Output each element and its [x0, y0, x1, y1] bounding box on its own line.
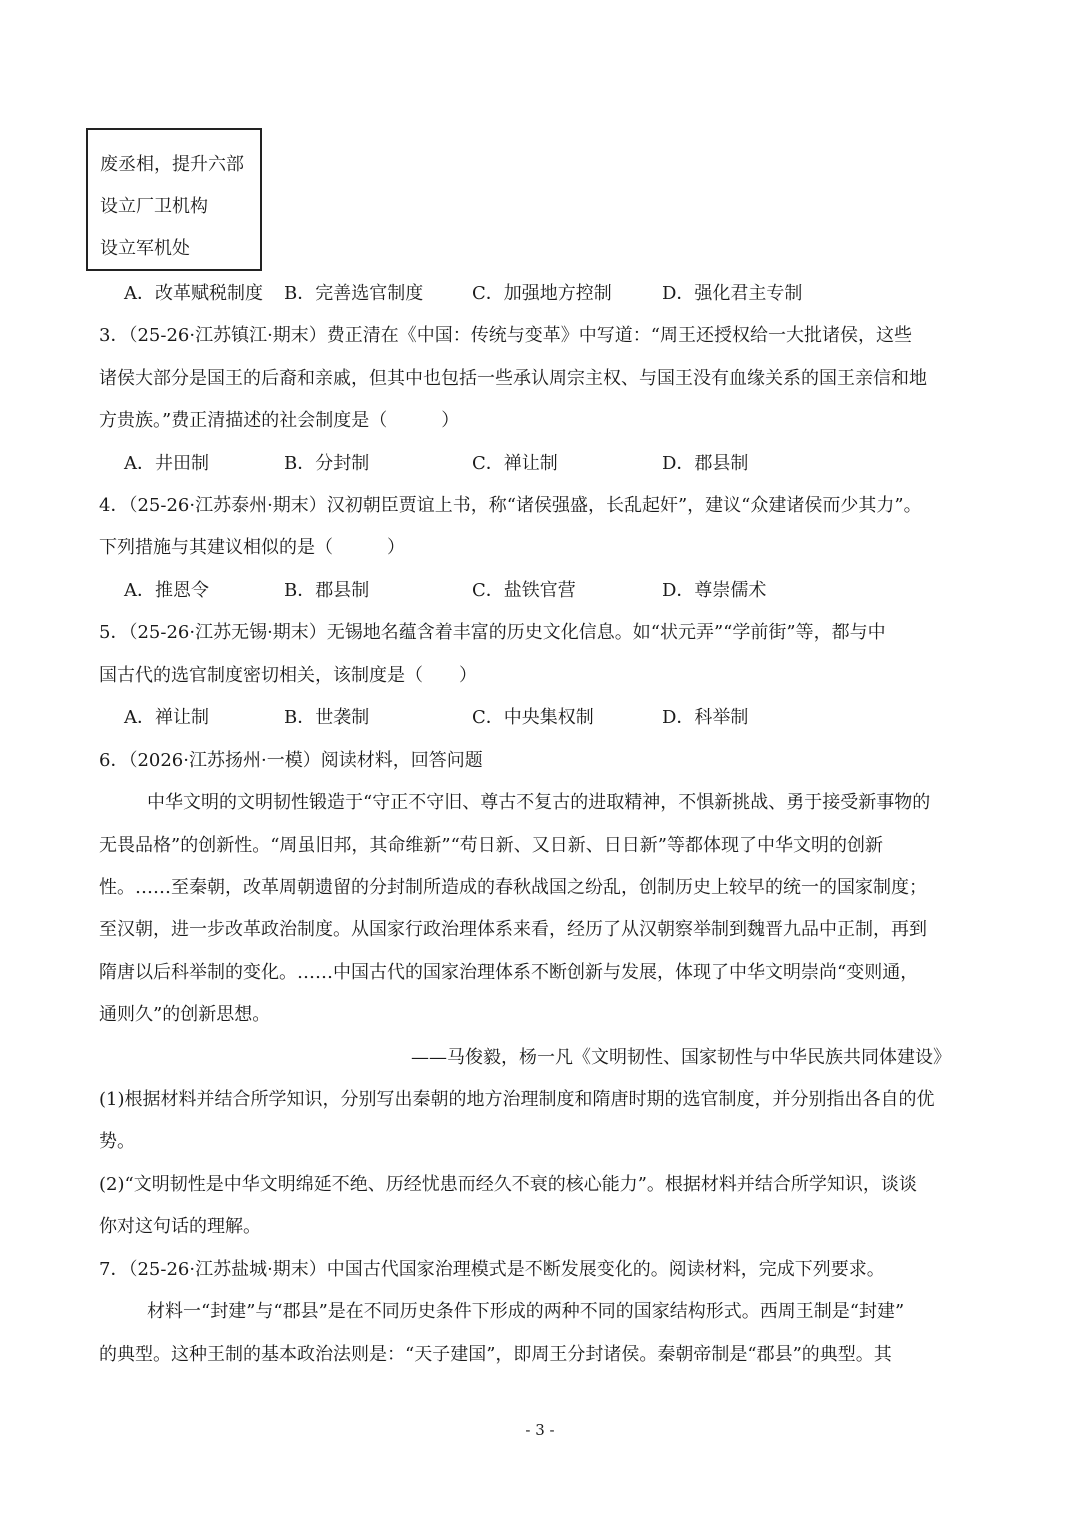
box-line: 设立厂卫机构: [100, 196, 208, 217]
box-line: 废丞相，提升六部: [100, 154, 244, 175]
q4-option-b: B．郡县制: [284, 580, 370, 601]
q4-stem-line: 下列措施与其建议相似的是（ ）: [99, 537, 405, 558]
q6-sub1-line: 势。: [99, 1131, 135, 1152]
q3-option-d: D．郡县制: [662, 453, 749, 474]
q6-sub1-line: (1)根据材料并结合所学知识，分别写出秦朝的地方治理制度和隋唐时期的选官制度，并分别指出各自的优: [99, 1089, 935, 1110]
q6-material-line: 中华文明的文明韧性锻造于“守正不守旧、尊古不复古的进取精神，不惧新挑战、勇于接受新事物的: [147, 792, 931, 813]
q7-material-line: 材料一“封建”与“郡县”是在不同历史条件下形成的两种不同的国家结构形式。西周王制是“封建”: [147, 1301, 905, 1322]
q6-title: 6．（2026·江苏扬州·一模）阅读材料，回答问题: [99, 750, 483, 771]
q6-sub2-line: (2)“文明韧性是中华文明绵延不绝、历经忧患而经久不衰的核心能力”。根据材料并结合所学知识，谈谈: [99, 1174, 917, 1195]
q7-title: 7．（25-26·江苏盐城·期末）中国古代国家治理模式是不断发展变化的。阅读材料，完成下列要求。: [99, 1259, 885, 1280]
q6-material-line: 隋唐以后科举制的变化。……中国古代的国家治理体系不断创新与发展，体现了中华文明崇尚“变则通，: [99, 962, 919, 983]
q5-option-b: B．世袭制: [284, 707, 370, 728]
q5-option-a: A．禅让制: [124, 707, 209, 728]
q3-option-c: C．禅让制: [472, 453, 558, 474]
q6-source: ——马俊毅，杨一凡《文明韧性、国家韧性与中华民族共同体建设》: [411, 1047, 951, 1068]
box-line: 设立军机处: [100, 238, 190, 259]
page-number: - 3 -: [525, 1421, 555, 1439]
q2-option-c: C．加强地方控制: [472, 283, 612, 304]
q7-material-line: 的典型。这种王制的基本政治法则是：“天子建国”，即周王分封诸侯。秦朝帝制是“郡县”的典型。其: [99, 1344, 892, 1365]
q2-option-a: A．改革赋税制度: [124, 283, 263, 304]
q6-material-line: 无畏品格”的创新性。“周虽旧邦，其命维新”“苟日新、又日新、日日新”等都体现了中华文明的创新: [99, 835, 884, 856]
q3-stem-line: 诸侯大部分是国王的后裔和亲戚，但其中也包括一些承认周宗主权、与国王没有血缘关系的国王亲信和地: [99, 368, 927, 389]
q4-option-c: C．盐铁官营: [472, 580, 576, 601]
q3-stem-line: 方贵族。”费正清描述的社会制度是（ ）: [99, 410, 460, 431]
q3-option-a: A．井田制: [124, 453, 209, 474]
q3-option-b: B．分封制: [284, 453, 370, 474]
q5-option-c: C．中央集权制: [472, 707, 594, 728]
q2-option-d: D．强化君主专制: [662, 283, 803, 304]
q5-stem-line: 5．（25-26·江苏无锡·期末）无锡地名蕴含着丰富的历史文化信息。如“状元弄”“学前街”等，都与中: [99, 622, 886, 643]
q2-option-b: B．完善选官制度: [284, 283, 424, 304]
q5-option-d: D．科举制: [662, 707, 749, 728]
summary-box: [86, 128, 262, 271]
q6-material-line: 通则久”的创新思想。: [99, 1004, 271, 1025]
q4-stem-line: 4．（25-26·江苏泰州·期末）汉初朝臣贾谊上书，称“诸侯强盛，长乱起奸”，建议“众建诸侯而少其力”。: [99, 495, 922, 516]
q6-material-line: 至汉朝，进一步改革政治制度。从国家行政治理体系来看，经历了从汉朝察举制到魏晋九品中正制，再到: [99, 919, 927, 940]
q4-option-a: A．推恩令: [124, 580, 209, 601]
q6-material-line: 性。……至秦朝，改革周朝遗留的分封制所造成的春秋战国之纷乱，创制历史上较早的统一的国家制度；: [99, 877, 927, 898]
q6-sub2-line: 你对这句话的理解。: [99, 1216, 261, 1237]
q3-stem-line: 3．（25-26·江苏镇江·期末）费正清在《中国：传统与变革》中写道：“周王还授权给一大批诸侯，这些: [99, 325, 912, 346]
q5-stem-line: 国古代的选官制度密切相关，该制度是（ ）: [99, 665, 477, 686]
q4-option-d: D．尊崇儒术: [662, 580, 767, 601]
